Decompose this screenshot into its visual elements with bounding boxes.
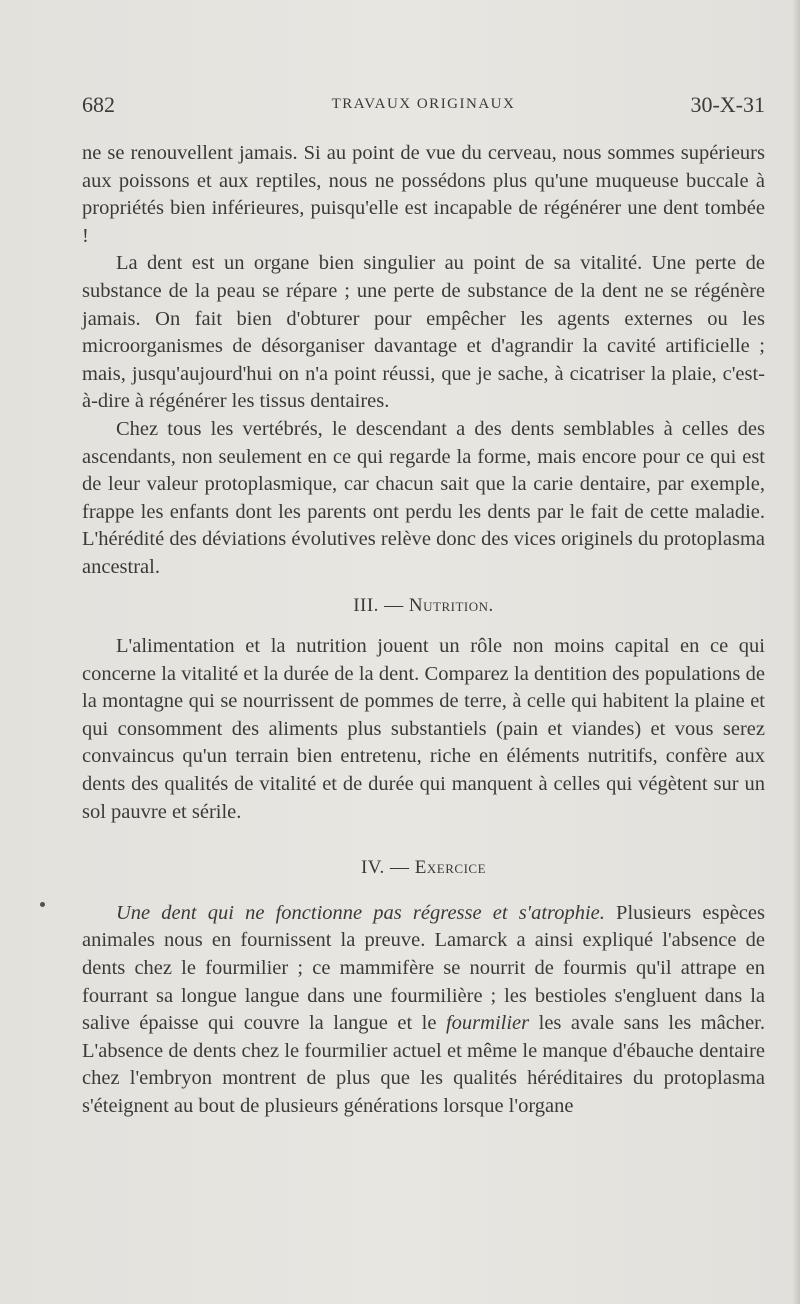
issue-date: 30-X-31 — [690, 92, 765, 117]
italic-thesis: Une dent qui ne fonctionne pas régresse et s'atrophie. — [116, 901, 605, 924]
running-title: TRAVAUX ORIGINAUX — [331, 96, 516, 112]
paragraph-heredity: Chez tous les vertébrés, le descendant a des dents semblables à celles des ascendants, non seulement en ce qui regarde la forme, mais encore pour ce qui est de leur valeur protoplasmique, car chacun sait que la carie dentaire, par exemple, frappe les enfants dont les parents ont perdu les dents par le fait de cette maladie. L'hérédité des déviations évolutives relève donc des vices originels du protoplasma ancestral. — [82, 417, 765, 578]
italic-fourmilier: fourmilier — [445, 1012, 530, 1035]
section-heading-exercice: IV. — Exercice — [360, 857, 487, 879]
page-edge-shadow — [792, 0, 800, 1304]
paragraph-exercice-part-a: Plusieurs espèces animales nous en fournissent la preuve. Lamarck a ainsi expliqué l'absence de dents chez le fourmilier ; ce mammifère se nourrit de fourmis qu'il attrape en fourrant sa longue langue dans une fourmilière ; les bestioles s'engluent dans la salive épaisse qui couvre la langue et le — [82, 901, 765, 1035]
paragraph-exercice — [82, 900, 765, 1121]
page-number: 682 — [82, 92, 115, 117]
paragraph-exercice-part-b: les avale sans les mâcher. L'absence de dents chez le fourmilier actuel et même le manque d'ébauche dentaire chez l'embryon montrent de plus que les qualités héréditaires du protoplasma s'éteignent au bout de plusieurs générations lorsque l'organe — [82, 1012, 765, 1117]
margin-speck — [40, 902, 45, 907]
running-header — [82, 92, 765, 122]
section-heading-nutrition: III. — Nutrition. — [353, 594, 494, 616]
body-text — [82, 140, 765, 1121]
paragraph-vitality: La dent est un organe bien singulier au point de sa vitalité. Une perte de substance de la peau se répare ; une perte de substance de la dent ne se régénère jamais. On fait bien d'obturer pour empêcher les agents externes ou les microorganismes de désorganiser davantage et d'agrandir la cavité artificielle ; mais, jusqu'aujourd'hui on n'a point réussi, que je sache, à cicatriser la plaie, c'est-à-dire à régénérer les tissus dentaires. — [82, 252, 765, 413]
paragraph-continued: ne se renouvellent jamais. Si au point de vue du cerveau, nous sommes supérieurs aux poissons et aux reptiles, nous ne possédons plus qu'une muqueuse buccale à propriétés bien inférieures, puisqu'elle est incapable de régénérer une dent tombée ! — [82, 142, 765, 247]
paragraph-nutrition: L'alimentation et la nutrition jouent un rôle non moins capital en ce qui concerne la vitalité et la durée de la dent. Comparez la dentition des populations de la montagne qui se nourrissent de pommes de terre, à celle qui habitent la plaine et qui consomment des aliments plus substantiels (pain et viandes) et vous serez convaincus qu'un terrain bien entretenu, riche en éléments nutritifs, confère aux dents des qualités de vitalité et de durée qui manquent à celles qui végètent sur un sol pauvre et sérile. — [82, 635, 765, 823]
